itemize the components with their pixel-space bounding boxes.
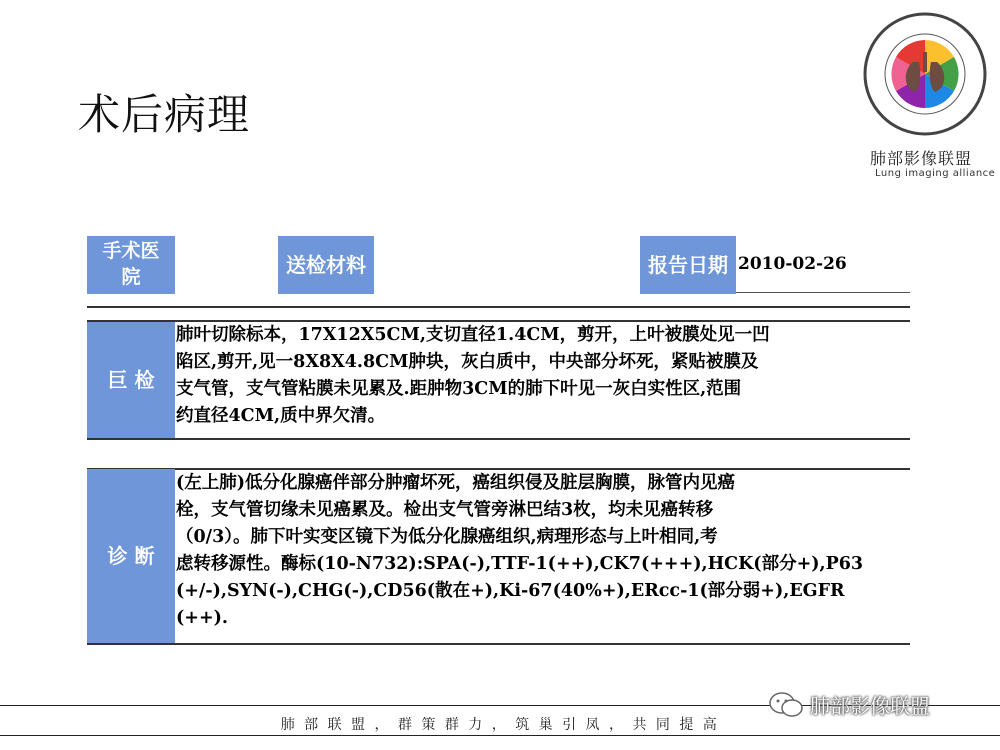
logo-name-cn: 肺部影像联盟	[870, 149, 973, 168]
footer-motto: 肺 部 联 盟 ， 群 策 群 力 ， 筑 巢 引 凤 ， 共 同 提 高	[280, 717, 720, 733]
watermark-text: 肺部影像联盟	[810, 694, 930, 718]
page-title: 术后病理	[78, 90, 251, 139]
diagnosis-text: (左上肺)低分化腺癌伴部分肿瘤坏死，癌组织侵及脏层胸膜，脉管内见癌 栓，支气管切缘未见癌累及。检出支气管旁淋巴结3枚，均未见癌转移 （0/3）。肺下叶实变区镜下为低分化腺癌组织,病理形态与上叶相同,考 虑转移源性。酶标(10-N732):SPA(-),TTF-1(++),CK7(+++),HCK(部分+),P63 (+/-),SYN(-),CHG(-),CD56(散在+),Ki-67(40%+),ERcc-1(部分弱+),EGFR (++).	[176, 473, 864, 628]
date-underline	[736, 292, 910, 293]
hospital-label: 手术医 院	[87, 236, 175, 294]
report-date-value: 2010-02-26	[738, 254, 847, 274]
sample-label: 送检材料	[278, 236, 374, 294]
logo-name-en: Lung imaging alliance	[875, 168, 996, 179]
wechat-watermark	[768, 690, 930, 719]
diagnosis-bottom-border	[87, 643, 910, 645]
report-date-label: 报告日期	[640, 236, 736, 294]
footer-divider-bottom	[0, 735, 1000, 736]
gross-text: 肺叶切除标本，17X12X5CM,支切直径1.4CM，剪开，上叶被膜处见一凹 陷区,剪开,见一8X8X4.8CM肿块，灰白质中，中央部分坏死，紧贴被膜及 支气管，支气管粘膜未见累及.距肿物3CM的肺下叶见一灰白实性区,范围 约直径4CM,质中界欠清。	[176, 325, 770, 426]
diagnosis-label: 诊 断	[87, 469, 175, 643]
wechat-icon	[768, 691, 804, 719]
gross-bottom-border	[87, 438, 910, 440]
gross-label: 巨 检	[87, 321, 175, 439]
header-separator	[87, 306, 910, 308]
